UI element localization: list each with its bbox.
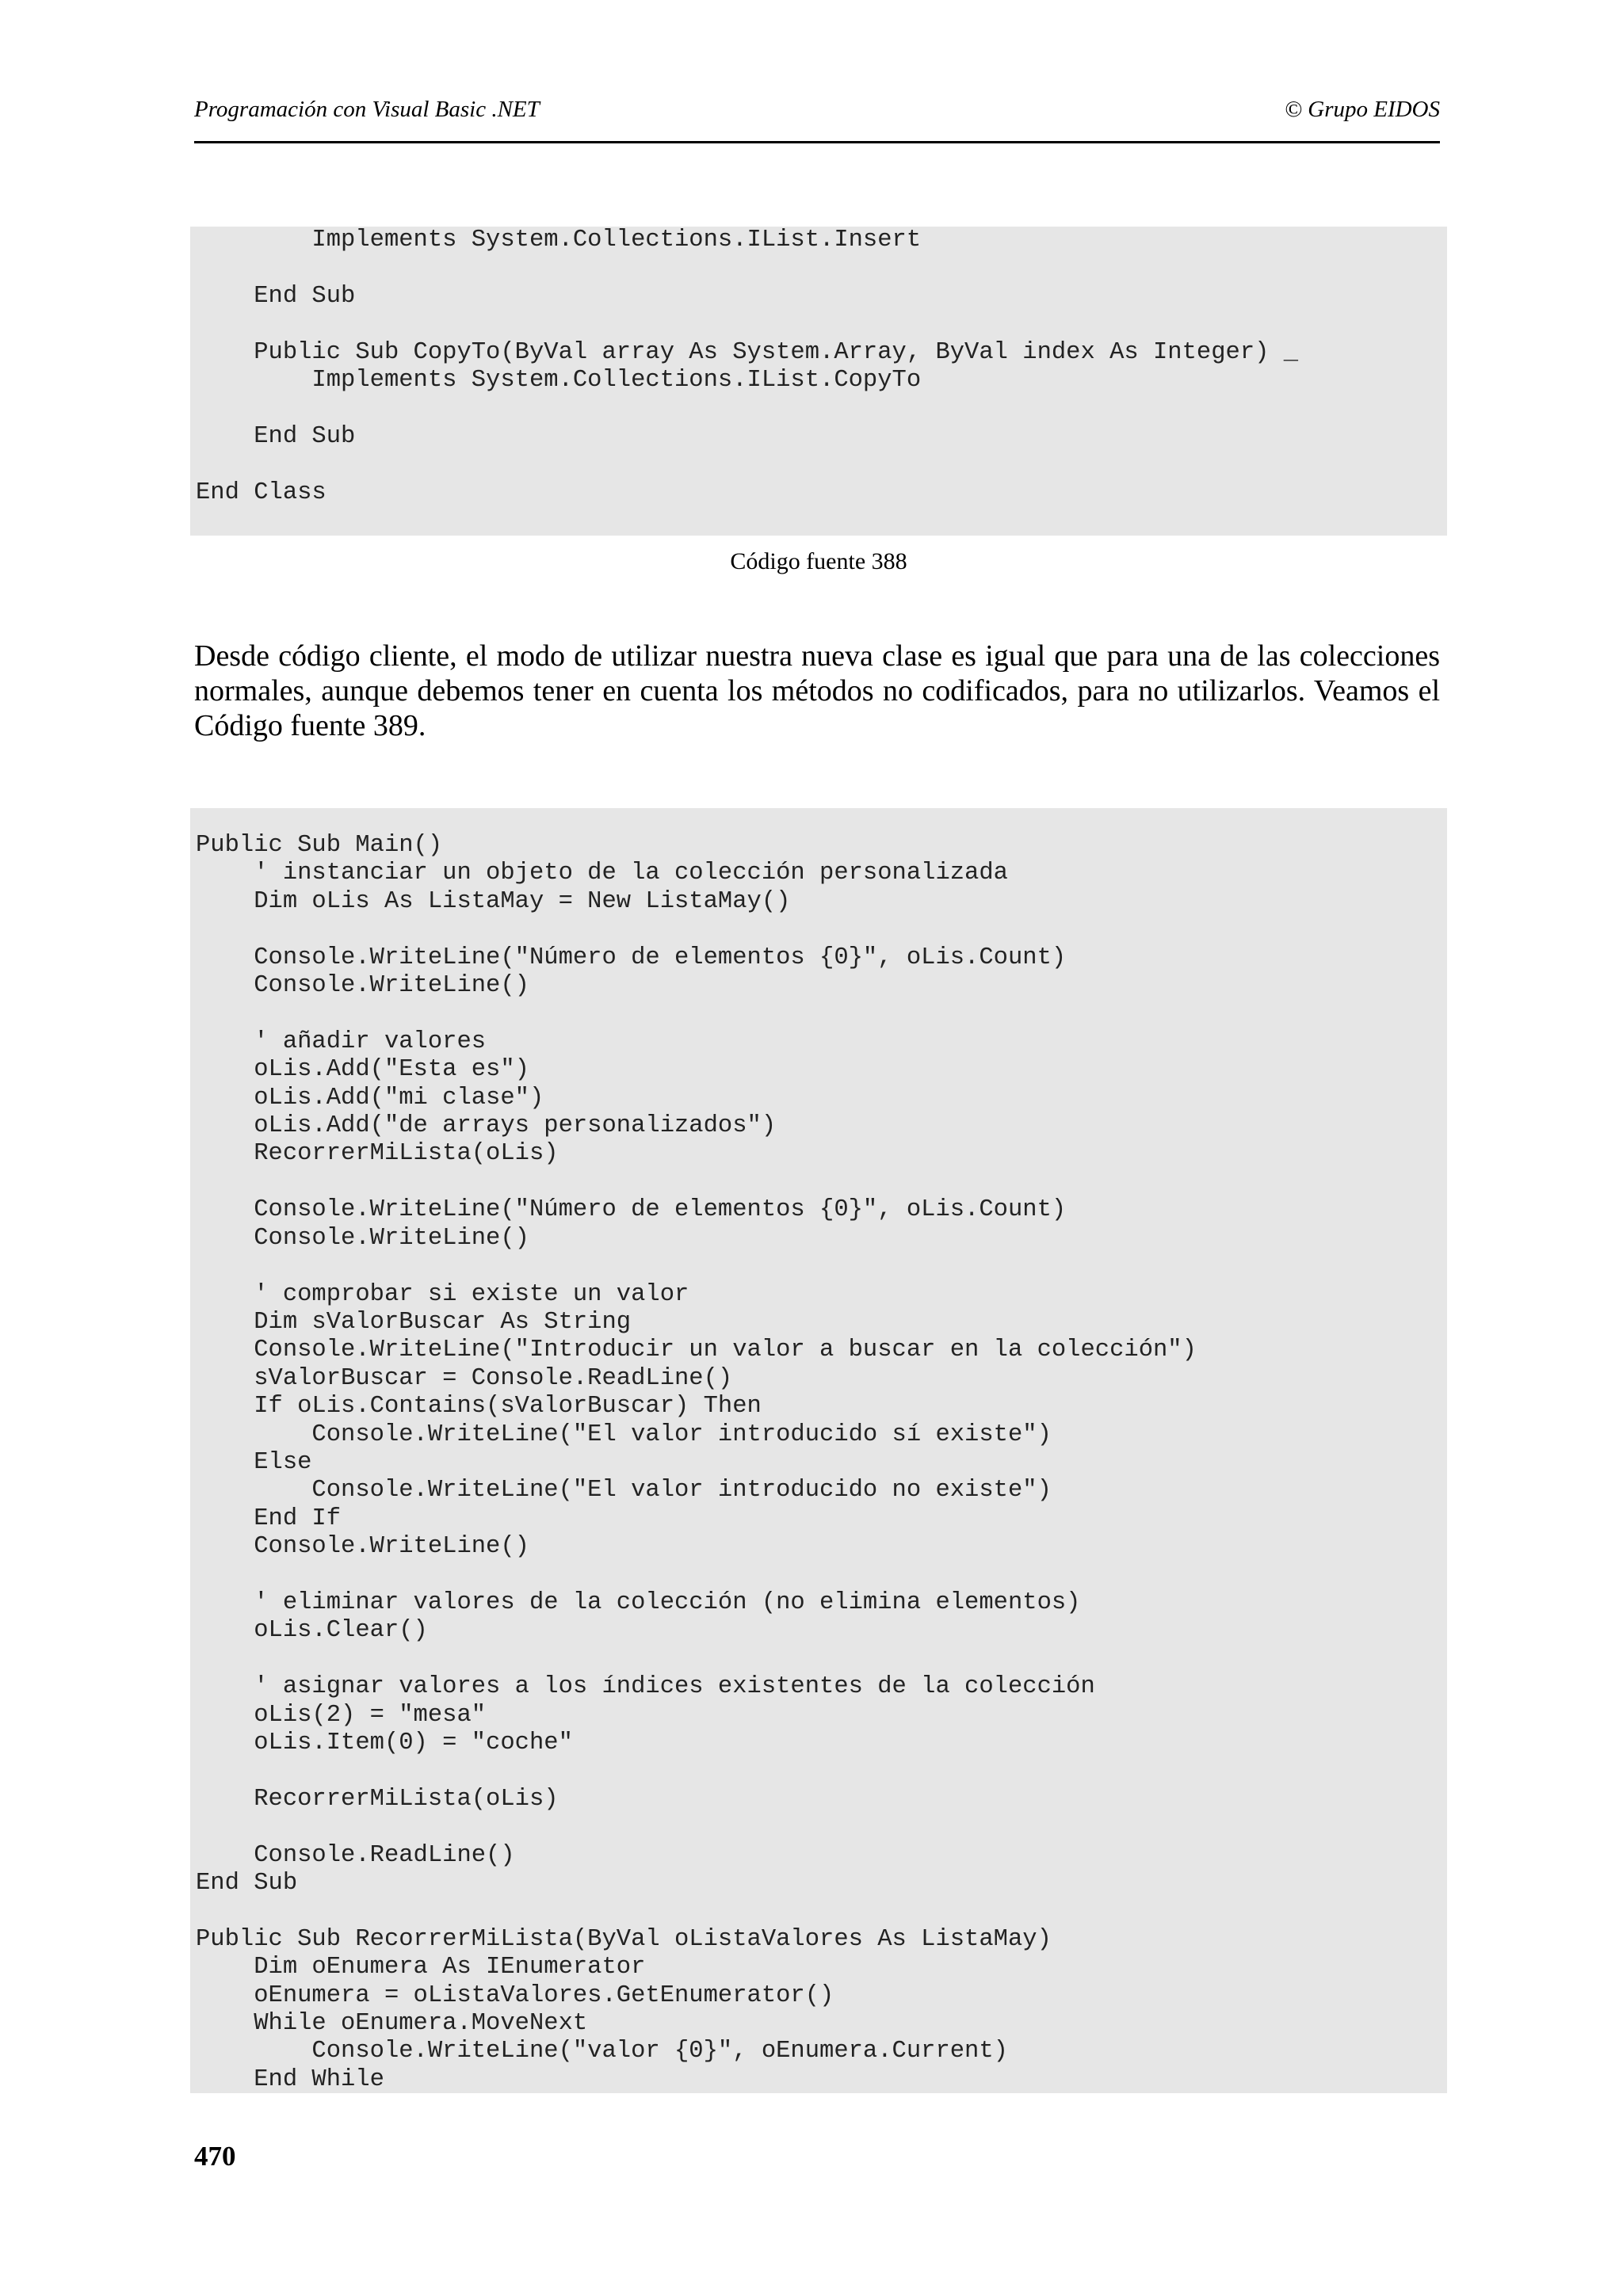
code-block-388 bbox=[190, 227, 1447, 536]
code-line: oLis.Add("de arrays personalizados") bbox=[196, 1112, 777, 1140]
code-line: Public Sub CopyTo(ByVal array As System.Array, ByVal index As Integer) _ bbox=[196, 338, 1299, 366]
code-line: Console.WriteLine() bbox=[196, 1224, 529, 1252]
code-line: Dim sValorBuscar As String bbox=[196, 1308, 632, 1336]
body-paragraph: Desde código cliente, el modo de utilizar nuestra nueva clase es igual que para una de las colecciones normales, aunque debemos tener en cuenta los métodos no codificados, para no utilizarlos. Veamos el Código fuente 389. bbox=[194, 639, 1440, 742]
code-line: End If bbox=[196, 1505, 342, 1532]
book-title: Programación con Visual Basic .NET bbox=[194, 97, 540, 122]
code-line: While oEnumera.MoveNext bbox=[196, 2010, 588, 2038]
code-line: Public Sub RecorrerMiLista(ByVal oListaValores As ListaMay) bbox=[196, 1925, 1052, 1953]
code-line: End Sub bbox=[196, 282, 356, 310]
page-header bbox=[194, 93, 1440, 143]
code-caption: Código fuente 388 bbox=[730, 548, 907, 574]
page-number: 470 bbox=[194, 2141, 236, 2172]
code-line: oEnumera = oListaValores.GetEnumerator() bbox=[196, 1981, 834, 2009]
code-listing bbox=[196, 227, 1298, 507]
code-line: oLis.Add("Esta es") bbox=[196, 1056, 529, 1084]
code-line: End Sub bbox=[196, 1870, 298, 1897]
code-line: Console.WriteLine("El valor introducido no existe") bbox=[196, 1477, 1052, 1505]
code-line: Console.WriteLine("Número de elementos {0}", oLis.Count) bbox=[196, 944, 1067, 971]
code-line: Console.ReadLine() bbox=[196, 1841, 515, 1869]
code-line: oLis(2) = "mesa" bbox=[196, 1701, 487, 1729]
code-line: Implements System.Collections.IList.CopyTo bbox=[196, 367, 922, 395]
code-line: oLis.Clear() bbox=[196, 1617, 428, 1645]
code-line: ' añadir valores bbox=[196, 1028, 487, 1055]
code-line: oLis.Add("mi clase") bbox=[196, 1084, 544, 1112]
code-line: RecorrerMiLista(oLis) bbox=[196, 1140, 559, 1168]
code-line: ' eliminar valores de la colección (no elimina elementos) bbox=[196, 1589, 1081, 1616]
code-line: End Sub bbox=[196, 422, 356, 450]
publisher-copyright: © Grupo EIDOS bbox=[1284, 97, 1440, 122]
code-line: ' comprobar si existe un valor bbox=[196, 1280, 689, 1308]
code-block-389 bbox=[190, 808, 1447, 2093]
code-line: sValorBuscar = Console.ReadLine() bbox=[196, 1364, 733, 1392]
code-line: Else bbox=[196, 1448, 312, 1476]
code-listing bbox=[196, 832, 1197, 2094]
code-line: End While bbox=[196, 2065, 384, 2093]
code-line: Console.WriteLine("El valor introducido sí existe") bbox=[196, 1421, 1052, 1448]
code-line: End Class bbox=[196, 479, 327, 506]
code-line: Dim oLis As ListaMay = New ListaMay() bbox=[196, 887, 791, 915]
code-line: Implements System.Collections.IList.Insert bbox=[196, 227, 922, 254]
code-line: Console.WriteLine("valor {0}", oEnumera.Current) bbox=[196, 2038, 1008, 2065]
code-line: Console.WriteLine("Número de elementos {0}", oLis.Count) bbox=[196, 1196, 1067, 1224]
code-line: Dim oEnumera As IEnumerator bbox=[196, 1954, 646, 1981]
code-line: oLis.Item(0) = "coche" bbox=[196, 1730, 573, 1756]
code-line: Console.WriteLine() bbox=[196, 972, 529, 1000]
code-line: ' asignar valores a los índices existentes de la colección bbox=[196, 1673, 1095, 1701]
code-line: Console.WriteLine("Introducir un valor a buscar en la colección") bbox=[196, 1337, 1197, 1364]
code-line: If oLis.Contains(sValorBuscar) Then bbox=[196, 1393, 762, 1421]
code-line: Public Sub Main() bbox=[196, 832, 443, 859]
code-line: RecorrerMiLista(oLis) bbox=[196, 1785, 559, 1813]
code-line: ' instanciar un objeto de la colección personalizada bbox=[196, 860, 1008, 887]
code-line: Console.WriteLine() bbox=[196, 1533, 529, 1561]
